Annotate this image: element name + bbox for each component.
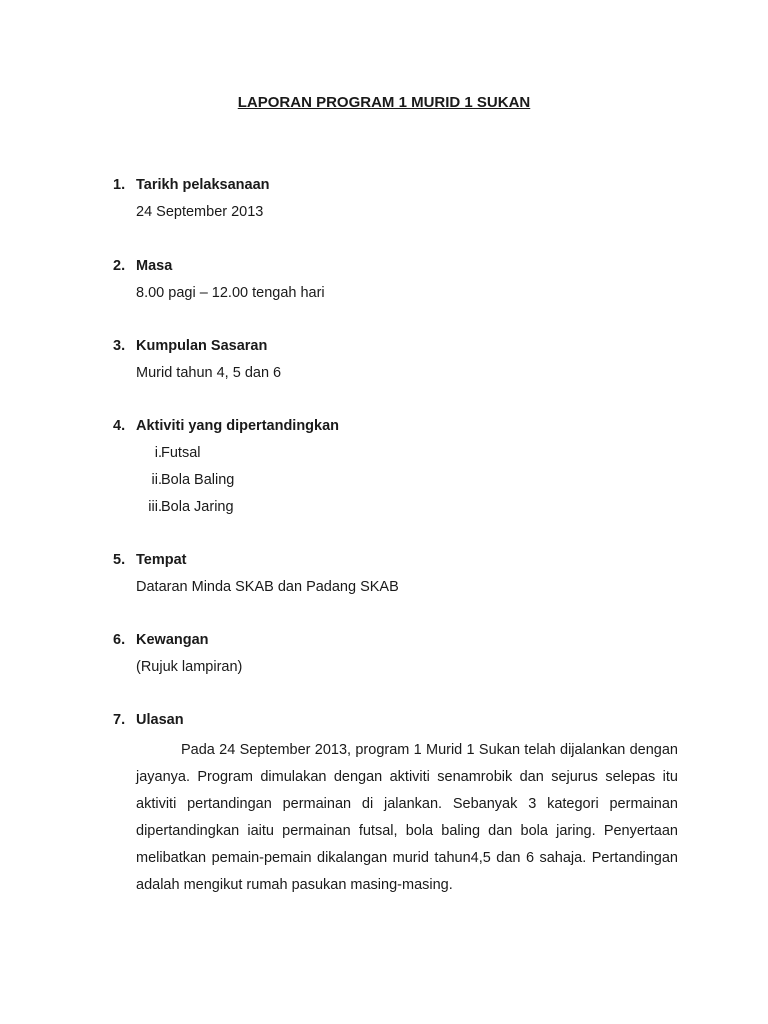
list-item-number: ii. xyxy=(151,472,162,488)
list-item xyxy=(113,470,683,497)
section-body: (Rujuk lampiran) xyxy=(136,659,243,675)
list-item-text: Bola Baling xyxy=(161,472,235,488)
activity-list xyxy=(113,443,683,524)
list-item-text: Bola Jaring xyxy=(161,499,234,515)
section-label: Kewangan xyxy=(136,632,209,648)
section-heading xyxy=(113,550,683,570)
list-item xyxy=(113,443,683,470)
section-body: 24 September 2013 xyxy=(136,204,264,220)
section-label: Kumpulan Sasaran xyxy=(136,338,268,354)
section-number: 7. xyxy=(113,712,126,728)
section-label: Tempat xyxy=(136,552,187,568)
list-item-text: Futsal xyxy=(161,445,201,461)
section-number: 2. xyxy=(113,258,126,274)
section-heading xyxy=(113,256,683,276)
section-ulasan xyxy=(113,710,683,914)
section-number: 6. xyxy=(113,632,126,648)
list-item-number: i. xyxy=(154,445,162,461)
section-heading xyxy=(113,416,683,436)
review-paragraph: Pada 24 September 2013, program 1 Murid 1 Sukan telah dijalankan dengan jayanya. Program dimulakan dengan aktiviti senamrobik dan sejurus selepas itu aktiviti pertandingan permainan di jalankan. Sebanyak 3 kategori permainan dipertandingkan iaitu permainan futsal, bola baling dan bola jaring. Penyertaan melibatkan pemain-pemain dikalangan murid tahun4,5 dan 6 sahaja. Pertandingan adalah mengikut rumah pasukan masing-masing. xyxy=(136,742,678,893)
section-body: Dataran Minda SKAB dan Padang SKAB xyxy=(136,579,399,595)
section-label: Masa xyxy=(136,258,173,274)
section-kumpulan-sasaran xyxy=(113,336,683,383)
section-heading xyxy=(113,336,683,356)
section-number: 1. xyxy=(113,177,126,193)
section-heading xyxy=(113,630,683,650)
section-kewangan xyxy=(113,630,683,677)
section-masa xyxy=(113,256,683,303)
section-tarikh xyxy=(113,175,683,222)
list-item xyxy=(113,497,683,524)
section-heading xyxy=(113,710,683,730)
section-number: 5. xyxy=(113,552,126,568)
section-aktiviti xyxy=(113,416,683,524)
section-tempat xyxy=(113,550,683,597)
section-body: 8.00 pagi – 12.00 tengah hari xyxy=(136,285,325,301)
list-item-number: iii. xyxy=(148,499,162,515)
section-body: Murid tahun 4, 5 dan 6 xyxy=(136,365,282,381)
report-title: LAPORAN PROGRAM 1 MURID 1 SUKAN xyxy=(237,94,531,111)
section-label: Tarikh pelaksanaan xyxy=(136,177,270,193)
section-heading xyxy=(113,175,683,195)
section-number: 3. xyxy=(113,338,126,354)
section-number: 4. xyxy=(113,418,126,434)
section-label: Ulasan xyxy=(136,712,184,728)
section-label: Aktiviti yang dipertandingkan xyxy=(136,418,340,434)
